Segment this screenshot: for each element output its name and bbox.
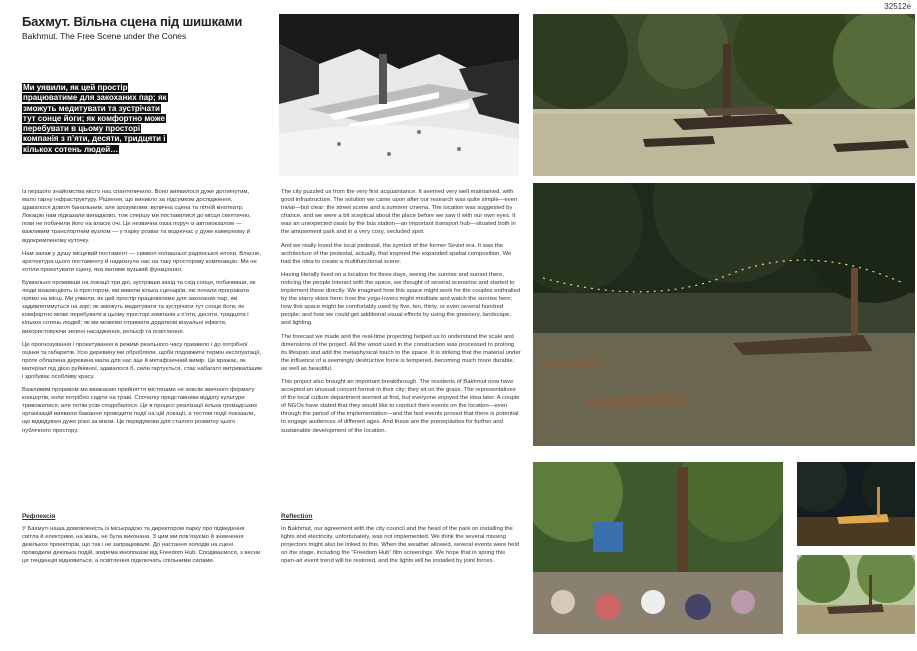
english-text-column [281, 188, 521, 440]
en-paragraph: Having literally lived on a location for three days, seeing the sunrise and sunset there, noticing the people interact with the space, we thought of several scenarios and started to implement these directly. We imagined how this space might work for the couples enthralled by the starry skies here; how the yoga-lovers might meditate and watch the sunrise here; how this space might be comfortably used by five, ten, thirty, or even several hundred people; and how we could get additional visual effects by using the greenery, landscape, and lighting. [281, 271, 521, 327]
ukrainian-text-column [22, 188, 262, 440]
uk-paragraph: Нам запав у душу місцевий постамент — символ колишньої радянської епохи. Власне, архітектура цього постаменту й надихнула нас на таку просторову композицію. Ми не хотіли проектувати сцену, яка матиме вузький функціонал. [22, 250, 261, 273]
daytime-stage-photo-small [797, 555, 915, 634]
night-stage-photo [797, 462, 915, 546]
english-reflection [281, 513, 521, 571]
uk-paragraph: Із першого знайомства місто нас спантеличило. Воно виявилося дуже доглянутим, мало гарну інфраструктуру. Рішення, що виникло за підсумком дослідження, здавалося доволі банальним, але зрозумілим: вулична сцена та літній кінотеатр. Локацію нам підказали випадково, тож спершу ми поставилися до місця скептично, поки не побачили його на власні очі. Це незвична оаза поруч із автовокзалом — важливим транспортним вузлом — у парку розваг та водночас у дуже камерному й відокремленому куточку. [22, 189, 251, 244]
en-paragraph: And we really loved the local pedestal, the symbol of the former Soviet era. It was the architecture of the pedestal, actually, that inspired the expanded spatial composition. We had the idea to create a multifunctional scene. [281, 242, 512, 265]
uk-paragraph: Важливим проривом ми вважаємо прийняття містянами не зовсім звичного формату концертів, коли потрібно сидіти на траві. Спочатку представники відділу культури тривожилися, але потім усім сподобалося. Це в процесі реалізації кілька громадських організацій виявили бажання проводити події на цій локації, а тестові події показали, що відвідувачі дуже різні за віком. Це передумови для сталого розвитку цього публічного простору. [22, 387, 258, 434]
highlight-quote [22, 83, 172, 155]
bw-rendering-image [279, 14, 519, 176]
page-title: Бахмут. Вільна сцена під шишками [22, 14, 243, 29]
quote-text: Ми уявили, як цей простір працюватиме для закоханих пар; як зможуть медитувати та зустрічати тут сонце йоги; як комфортно може перебувати в цьому просторі компанія з п’яти, десяти, тридцяти і кількох сотень людей… [23, 83, 167, 154]
page-subtitle: Bakhmut. The Free Scene under the Cones [22, 31, 187, 41]
uk-paragraph: Буквально проживши на локації три дні, зустрівши захід та схід сонця, побачивши, як люди взаємодіють із простором, ми вивели кілька сценаріїв, які почали програвати прямо на місці. Ми уявили, як цей простір працюватиме для закоханих пар, які задивлятимуться на зорі; як зможуть медитувати та зустрічати тут сонце йоги; як комфортно може перебувати в цьому просторі компанія з п’яти, десяти, тридцяти і кількох сотень людей; як ми можемо отримати додаткові візуальні ефекти, використовуючи зелені насадження, рельєф та освітлення. [22, 279, 256, 335]
uk-reflection-heading: Рефлексія [22, 513, 56, 520]
daytime-stage-photo [533, 14, 915, 176]
en-paragraph: The forecast we made and the real-time projecting helped us to understand the scale and dimensions of the project. All the wood used in the construction was processed to prolong its lifespan and add the metaphysical touch to the space. It is striking that the material under the influence of a seemingly destructive force is tempered, becoming much more durable, as well as beautiful. [281, 333, 521, 372]
page-code: 32512e [884, 2, 911, 11]
en-paragraph: This project also brought an important breakthrough. The residents of Bakhmut now have accepted an unusual concert format in their city: they sit on the grass. The representatives of the local culture department worried at first, but everyone enjoyed the idea later. A couple of NGOs have stated that they would like to conduct their events on the location—even through the period of the implementation—and the test events proved that there is potential to engage audiences of different ages. And these are the prerequisites for further and sustainable development of the location. [281, 378, 520, 434]
concert-audience-photo [533, 462, 783, 634]
uk-reflection-text: У Бахмуті наша домовленість із міськрадою та директором парку про підведення світла й електрики, на жаль, не була виконана. З цим ми пов’язуємо й зникнення декількох проекторів, що так і не запрацювали. До настання холодів на сцені проводили декілька подій, зокрема кінопокази від Freedom Hub. Сподіваємося, з весни ця тенденція відновиться, а освітлення підключать спільними силами. [22, 526, 261, 565]
uk-paragraph: Це прогнозування і проектування в режимі реального часу призвело і до потрібної оцінки та габаритів. Усю деревину ми обробляли, щоби подовжити термін експлуатації, проте обпалена деревина мала для нас іще й метафізичний вимір. Це вражає, як матеріал під дією руйнівної, здавалося б, сили гартується, стає набагато витривалішим і здобуває особливу красу. [22, 341, 262, 380]
en-reflection-heading: Reflection [281, 513, 313, 520]
en-paragraph: The city puzzled us from the very first acquaintance. It seemed very well maintained, with good infrastructure. The solution we came upon after our research was quite simple—even trivial—but clear: the street scene and a summer cinema. The location was suggested by chance, and we were a bit sceptical about the place before we saw it with our own eyes. It was an unexpected oasis by the bus station—an important transport hub—situated both in the amusement park and in a very cosy, secluded spot. [281, 189, 518, 236]
en-reflection-text: In Bakhmut, our agreement with the city council and the head of the park on installing the lights and electricity, unfortunately, was not implemented. We think the several missing projectors might also be linked to this. When the weather allowed, several events were held on the stage, including the “Freedom Hub” film screenings. We hope that in spring this open-air event trend will be restored, and the lights will be installed by joint forces. [281, 526, 520, 565]
evening-lights-photo [533, 183, 915, 446]
ukrainian-reflection [22, 513, 262, 571]
